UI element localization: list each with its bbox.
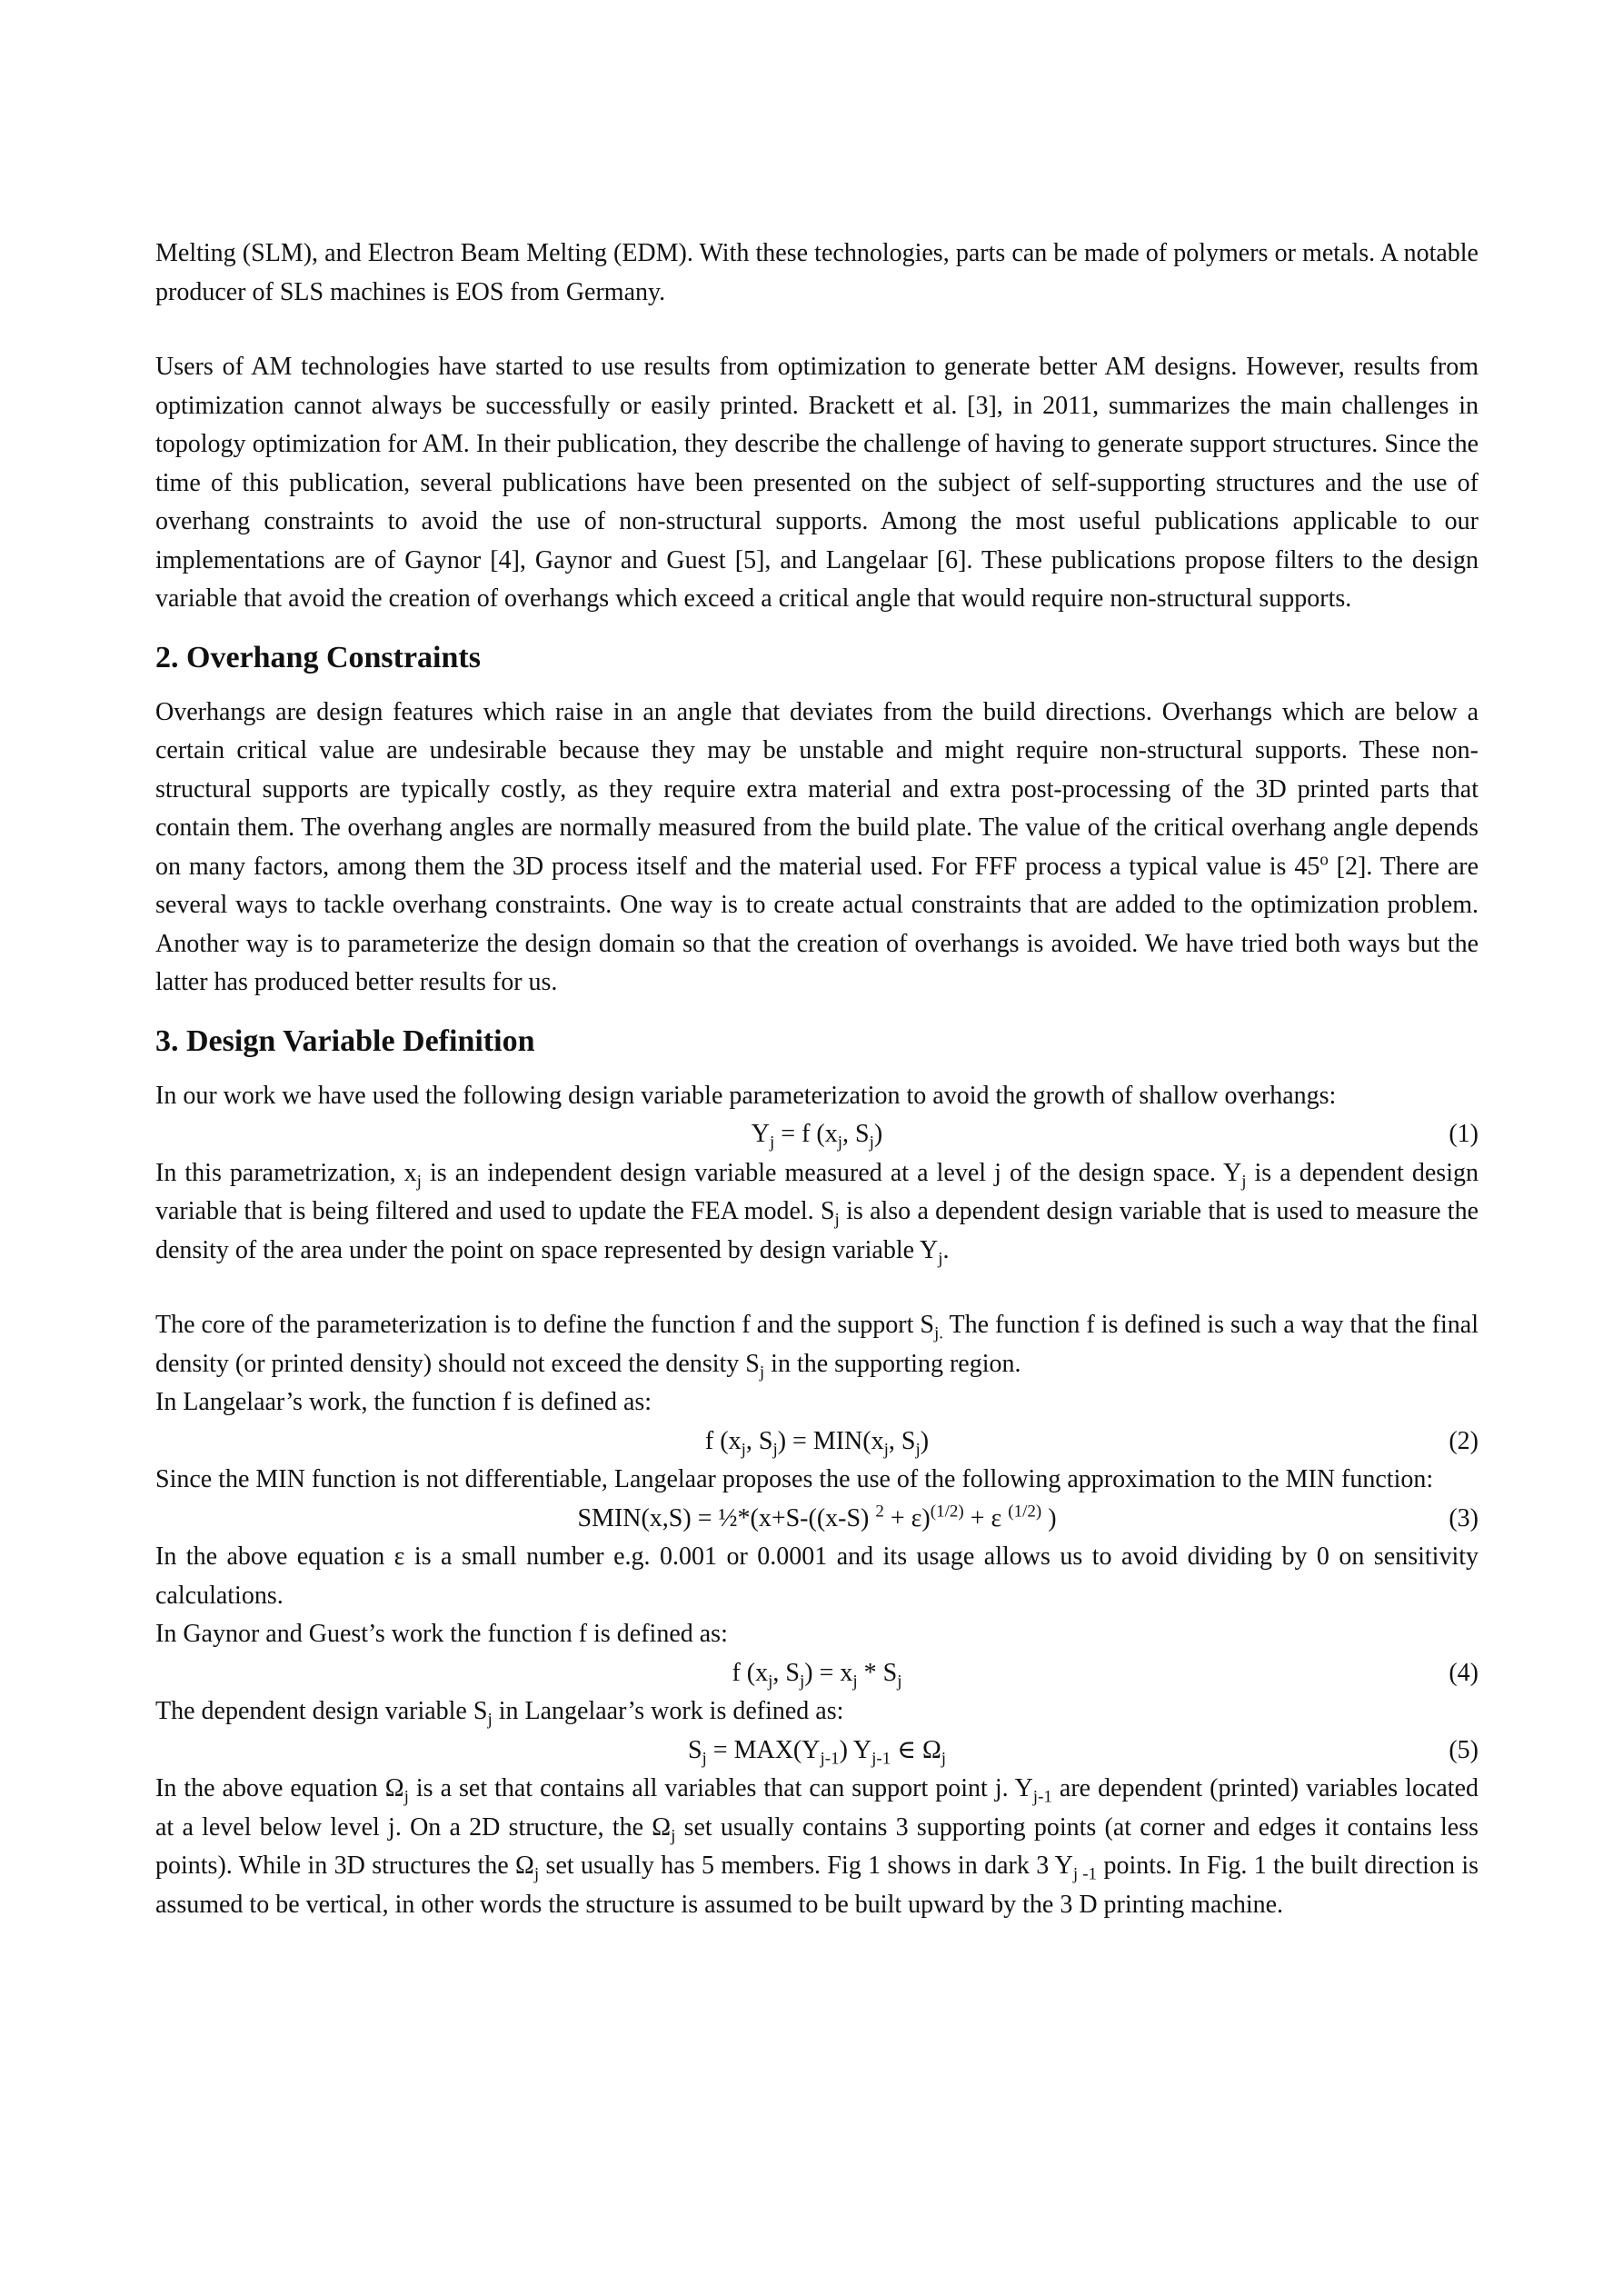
dependent-variable-paragraph: The dependent design variable $S_j$ in Langelaar’s work is defined as: bbox=[155, 1697, 844, 1730]
min-paragraph: Since the MIN function is not differentiable, Langelaar proposes the use of the following approximation to the MIN function: bbox=[155, 1465, 1434, 1493]
equation-1: $Y_j = f$ ($x_j$, $S_j$) (1) bbox=[155, 1115, 1479, 1154]
overhang-paragraph: Overhangs are design features which raise in an angle that deviates from the build directions. Overhangs which are below a certain critical value are undesirable because they may be unstable and might require non-structural supports. These non-structural supports are typically costly, as they require extra material and extra post-processing of the 3D printed parts that contain them. The overhang angles are normally measured from the build plate. The value of the critical overhang angle depends on many factors, among them the 3D process itself and the material used. For FFF process a typical value is 45$^o$ [2]. There are several ways to tackle overhang constraints. One way is to create actual constraints that are added to the optimization problem. Another way is to parameterize the design domain so that the creation of overhangs is avoided. We have tried both ways but the latter has produced better results for us. bbox=[155, 697, 1479, 996]
equation-number-3: (3) bbox=[1449, 1503, 1479, 1532]
equation-number-5: (5) bbox=[1449, 1735, 1479, 1764]
intro-paragraph-2: Users of AM technologies have started to use results from optimization to generate better AM designs. However, results from optimization cannot always be successfully or easily printed. Brackett et al. [3], in 2011, summarizes the main challenges in topology optimization for AM. In their publication, they describe the challenge of having to generate support structures. Since the time of this publication, several publications have been presented on the subject of self-supporting structures and the use of overhang constraints to avoid the use of non-structural supports. Among the most useful publications applicable to our implementations are of Gaynor [4], Gaynor and Guest [5], and Langelaar [6]. These publications propose filters to the design variable that avoid the creation of overhangs which exceed a critical angle that would require non-structural supports. bbox=[155, 353, 1479, 613]
equation-3: SMIN(x,S) = ½*(x+S-((x-S) $^2$ + ε)$^{(1/2)}$ + ε $^{(1/2)}$ ) (3) bbox=[155, 1500, 1479, 1539]
equation-number-1: (1) bbox=[1449, 1120, 1479, 1148]
equation-4: f ($x_j$, $S_j) = x_j * S_j$ (4) bbox=[155, 1654, 1479, 1693]
equation-2: f ($x_j$, $S_j) = MIN(x_j$, $S_j$) (2) bbox=[155, 1423, 1479, 1462]
equation-5: $S_j = MAX(Y_{j-1})$ $Y_{j-1}$ ∈ $\Omega_j$ (5) bbox=[155, 1732, 1479, 1771]
epsilon-paragraph: In the above equation ε is a small number e.g. 0.001 or 0.0001 and its usage allows us to avoid dividing by 0 on sensitivity calculations. bbox=[155, 1542, 1479, 1610]
equation-number-2: (2) bbox=[1449, 1426, 1479, 1455]
section-2-heading: 2. Overhang Constraints bbox=[155, 640, 481, 674]
langelaar-definition: In Langelaar’s work, the function f is defined as: bbox=[155, 1388, 652, 1416]
page-body bbox=[155, 235, 1479, 1924]
omega-paragraph: In the above equation $\Omega_j$ is a set that contains all variables that can support point j. $Y_{j-1}$ are dependent (printed) variables located at a level below level j. On a 2D structure, the $\Omega_j$ set usually contains 3 supporting points (at corner and edges it contains less points). While in 3D structures the $\Omega_j$ set usually has 5 members. Fig 1 shows in dark 3 $Y_{j -1}$ points. In Fig. 1 the built direction is assumed to be vertical, in other words the structure is assumed to be built upward by the 3 D printing machine. bbox=[155, 1774, 1479, 1919]
equation-number-4: (4) bbox=[1449, 1658, 1479, 1687]
section-3-heading: 3. Design Variable Definition bbox=[155, 1023, 535, 1058]
parametrization-paragraph: In this parametrization, $x_j$ is an independent design variable measured at a level j of the design space. $Y_j$ is a dependent design variable that is being filtered and used to update the FEA model. $S_j$ is also a dependent design variable that is used to measure the density of the area under the point on space represented by design variable $Y_j$. bbox=[155, 1158, 1479, 1269]
intro-paragraph-1: Melting (SLM), and Electron Beam Melting (EDM). With these technologies, parts can be made of polymers or metals. A notable producer of SLS machines is EOS from Germany. bbox=[155, 239, 1479, 306]
gaynor-definition: In Gaynor and Guest’s work the function f is defined as: bbox=[155, 1620, 728, 1648]
core-paragraph: The core of the parameterization is to define the function f and the support $S_{j.}$ The function f is defined is such a way that the final density (or printed density) should not exceed the density $S_j$ in the supporting region. bbox=[155, 1311, 1479, 1383]
design-variable-intro: In our work we have used the following design variable parameterization to avoid the growth of shallow overhangs: bbox=[155, 1081, 1337, 1110]
